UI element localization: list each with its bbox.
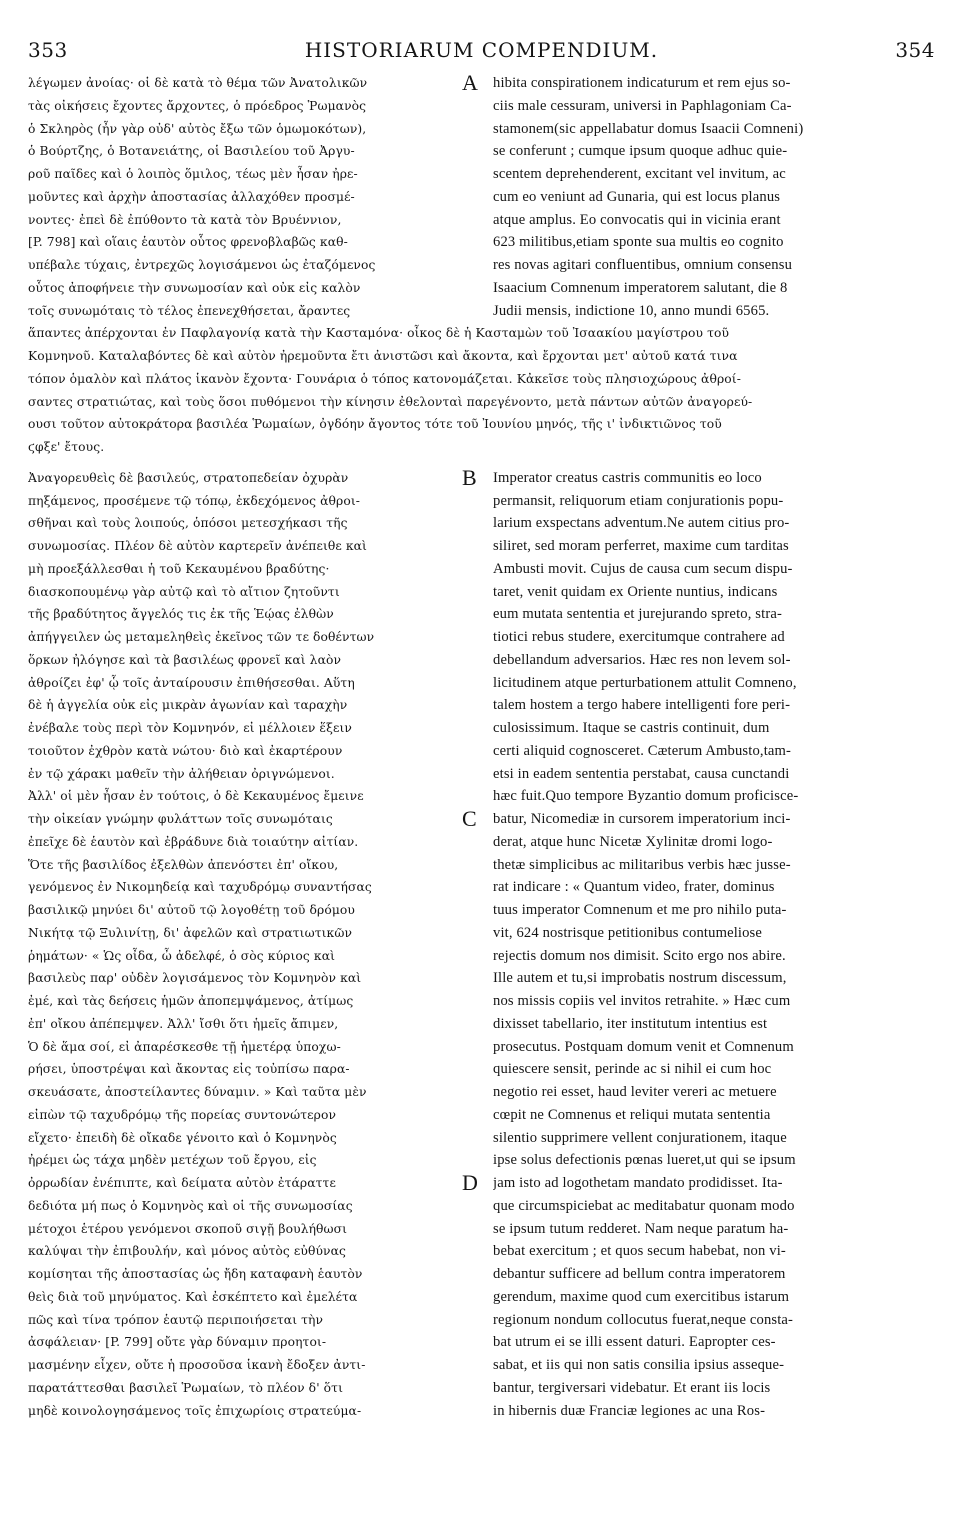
latin-text-line: Judii mensis, indictione 10, anno mundi 6565. [493,302,770,319]
greek-text-line: σθῆναι καὶ τοὺς λοιπούς, ὁπόσοι μετεσχήκασι τῆς [28,516,348,531]
latin-text-line: cum eo veniunt ad Gunaria, qui est locus planus [493,188,781,205]
latin-text-line: derat, atque hunc Nicetæ Xylinitæ dromi logo- [493,833,773,850]
latin-text-line: Ille autem et tu,si improbatis nostrum discessum, [493,970,787,987]
greek-text-line: ρήσει, ὑποστρέψαι καὶ ἄκοντας εἰς τοὐπίσω παρα- [28,1062,350,1077]
greek-text-line: υπέβαλε τύχαις, ἐντρεχῶς λογισάμενοι ὡς ἐταζόμενος [28,258,376,272]
margin-section-marker: B [462,464,477,490]
greek-text-line: βασιλικῷ μηνύει δι' αὐτοῦ τῷ λογοθέτῃ τοῦ δρόμου [28,903,355,917]
greek-text-line: ουσι τοῦτον αὐτοκράτορα βασιλέα Ῥωμαίων, ὀγδόην ἄγοντος τότε τοῦ Ἰουνίου μηνός, τῆς ι' ἰνδικτιῶνος τοῦ [28,417,722,432]
greek-text-line: Ἀναγορευθεὶς δὲ βασιλεύς, στρατοπεδείαν ὀχυρὰν [28,470,349,485]
greek-text-line: εἰπὼν τῷ ταχυδρόμῳ τῆς πορείας συντονώτερον [28,1107,337,1122]
greek-text-line: θεὶς διὰ τοῦ μηνύματος. Καὶ ἐσκέπτετο καὶ ἐμελέτα [28,1289,358,1304]
greek-text-line: μὴ προεξάλλεσθαι ἡ τοῦ Κεκαυμένου βραδύτης· [28,561,330,576]
latin-text-line: silentio supprimere vellent conjurationem, itaque [493,1129,787,1146]
latin-text-line: taret, venit quidam ex Oriente nuntius, indicans [493,583,778,600]
latin-text-line: tiotici rebus studere, exercitumque contrahere ad [493,629,785,645]
greek-text-line: τοιοῦτον ἐχθρὸν κατὰ νώτου· διὸ καὶ ἐκαρτέρουν [28,743,343,758]
greek-text-line: νοντες· ἐπεὶ δὲ ἐπύθοντο τὰ κατὰ τὸν Βρυέννιον, [28,212,342,227]
greek-text-line: ῥημάτων· « Ὡς οἶδα, ὦ ἀδελφέ, ὁ σὸς κύριος καὶ [28,948,336,963]
greek-text-line: ὁ Βούρτζης, ὁ Βοτανειάτης, οἱ Βασιλείου τοῦ Ἀργυ- [28,144,355,159]
greek-text-line: ἠρέμει ὡς τάχα μηδὲν μετέχων τοῦ ἔργου, εἰς [28,1153,317,1168]
latin-text-line: eum mutata sententia et jurejurando spreto, stra- [493,606,782,623]
latin-text-line: quiescere sensit, perinde ac si nihil ei cum hoc [493,1061,772,1078]
latin-text-line: Imperator creatus castris communitis eo loco [493,469,762,486]
greek-text-line: σαντες στρατιώτας, καὶ τοὺς ὅσοι πυθόμενοι τὴν κίνησιν ἐθελονταὶ παρεγένοντο, μετὰ πάντων αὐτῶν ἀναγορεύ- [28,394,753,409]
greek-text-line: μοῦντες καὶ ἀρχὴν ἀποστασίας ἀλλαχόθεν προσμέ- [28,189,355,204]
latin-text-line: gerendum, maxime quod cum exercitibus istarum [493,1288,790,1305]
greek-text-line: τόπον ὁμαλὸν καὶ πλάτος ἱκανὸν ἔχοντα· Γουνάρια ὁ τόπος κατονομάζεται. Κἀκεῖσε τοὺς πλησιοχώρους ἀθροί- [28,371,741,386]
latin-text-line: nos missis copiis vel invitos retrahite. » Hæc cum [493,993,791,1009]
latin-text-line: ipse solus defectionis pœnas lueret,ut qui se ipsum [493,1152,796,1169]
greek-text-line: παρατάττεσθαι βασιλεῖ Ῥωμαίων, τὸ πλέον δ' ὅτι [28,1380,344,1395]
greek-text-line: ροῦ παῖδες καὶ ὁ λοιπὸς ὅμιλος, τέως μὲν ἦσαν ἠρε- [28,167,358,181]
greek-text-line: δὲ ἡ ἀγγελία οὐκ εἰς μικρὰν ἀγωνίαν καὶ ταραχὴν [28,698,348,713]
latin-text-line: debantur sufficere ad bellum contra imperatorem [493,1266,786,1282]
greek-text-line: εἴχετο· ἐπειδὴ δὲ οἴκαδε γένοιτο καὶ ὁ Κομνηνὸς [28,1130,337,1145]
greek-text-line: τῆς βραδύτητος ἄγγελός τις ἐκ τῆς Ἑῴας ἐλθὼν [28,607,334,622]
latin-text-line: que circumspiciebat ac meditabatur quonam modo [493,1197,795,1214]
page-number-left: 353 [28,38,68,62]
latin-text-line: Ambusti movit. Cujus de causa cum secum dispu- [493,560,793,577]
greek-text-line: Ἀλλ' οἱ μὲν ἦσαν ἐν τούτοις, ὁ δὲ Κεκαυμένος ἔμεινε [28,789,364,804]
greek-text-line: διασκοπουμένῳ γὰρ αὐτῷ καὶ τὸ αἴτιον ζητοῦντι [28,584,340,599]
greek-text-line: ἀθροίζει ἐφ' ᾧ τοῖς ἀνταίρουσιν ἐπιθήσεσθαι. Αὕτη [28,675,355,690]
greek-text-line: οὗτος ἀποφήνειε τὴν συνωμοσίαν καὶ οὐκ εἰς καλὸν [28,280,361,295]
latin-text-line: se conferunt ; cumque ipsum quoque adhuc quie- [493,143,788,160]
greek-text-line: ὅρκων ἠλόγησε καὶ τὰ βασιλέως φρονεῖ καὶ λαὸν [28,652,342,667]
greek-text-line: βασιλεὺς παρ' οὐδὲν λογισάμενος τὸν Κομνηνὸν καὶ [28,971,362,986]
margin-section-marker: A [462,70,478,95]
header-title: HISTORIARUM COMPENDIUM. [304,38,659,62]
greek-text-line: κομίσηται τῆς ἀποστασίας ὡς ἤδη καταφανὴ ἑαυτὸν [28,1267,363,1281]
greek-text-line: Κομνηνοῦ. Καταλαβόντες δὲ καὶ αὐτὸν ἠρεμοῦντα ἔτι ἀνιστῶσι καὶ ἄκοντα, καὶ ἔρχονται μετ' αὐτοῦ κατά τινα [28,349,738,363]
latin-text-line: thetæ simplicibus ac militaribus verbis hæc jusse- [493,856,791,873]
latin-text-line: sabat, et iis qui non satis consilia ipsius asseque- [493,1357,785,1373]
latin-text-line: larium exspectans adventum.Ne autem citius pro- [493,515,790,532]
greek-text-line: συνωμοσίας. Πλέον δὲ αὐτὸν καρτερεῖν ἀνέπειθε καὶ [28,539,367,553]
greek-text-line: πῶς καὶ τίνα τρόπον ἑαυτῷ περιποιήσεται τὴν [28,1312,324,1327]
greek-text-line: ἐνέβαλε τοὺς περὶ τὸν Κομνηνόν, εἰ μέλλοιεν ἕξειν [28,721,352,735]
latin-text-line: hæc fuit.Quo tempore Byzantio domum proficisce- [493,788,799,805]
greek-text-line: σκευάσατε, ἀποστείλαντες δύναμιν. » Καὶ ταῦτα μὲν [28,1085,367,1099]
latin-text-line: debellandum adversarios. Hæc res non levem sol- [493,651,791,668]
latin-text-line: permansit, reliquorum etiam conjurationis popu- [493,492,784,509]
greek-text-line: [P. 798] καὶ οἵαις ἑαυτὸν οὗτος φρενοβλαβῶς καθ- [28,235,348,250]
greek-text-line: ὀρρωδίαν ἐνέπιπτε, καὶ δείματα αὐτὸν ἐτάραττε [28,1176,336,1190]
greek-text-line: λέγωμεν ἀνοίας· οἱ δὲ κατὰ τὸ θέμα τῶν Ἀνατολικῶν [28,76,368,90]
greek-text-line: ὁ Σκληρὸς (ἦν γὰρ οὐδ' αὐτὸς ἔξω τῶν ὁμωμοκότων), [28,121,367,136]
running-header [28,38,935,62]
latin-text-line: 623 militibus,etiam sponte sua multis eo cognito [493,234,784,251]
latin-text-line: rat indicare : « Quantum video, frater, dominus [493,879,775,896]
latin-text-line: bantur, tergiversari videbatur. Et erant iis locis [493,1379,771,1396]
greek-text-line: ἐπεῖχε δὲ ἑαυτὸν καὶ ἐβράδυνε διὰ τοιαύτην αἰτίαν. [28,834,359,849]
greek-text-line: Ὁ δὲ ἅμα σοί, εἰ ἀπαρέσκεσθε τῇ ἡμετέρᾳ ὑποχω- [28,1039,341,1054]
latin-text-line: certi aliquid cognosceret. Cæterum Ambusto,tam- [493,742,792,759]
latin-text-line: batur, Nicomediæ in cursorem imperatorium inci- [493,811,791,827]
greek-text-line: ϛφξε' ἔτους. [28,440,105,454]
latin-text-line: jam isto ad logothetam mandato prodidisset. Ita- [493,1175,783,1191]
latin-text-line: bebat exercitum ; et quos secum habebat, non vi- [493,1243,786,1260]
greek-text-line: καλύψαι τὴν ἐπιβουλήν, καὶ μόνος αὐτὸς εὐθύνας [28,1244,346,1259]
latin-text-line: ciis male cessuram, universi in Paphlagoniam Ca- [493,97,792,114]
latin-text-line: in hibernis duæ Franciæ legiones ac una Ros- [493,1402,766,1419]
latin-text-line: rejectis domum nos dimisit. Scito ergo nos abire. [493,947,786,964]
greek-text-line: ἅπαντες ἀπέρχονται ἐν Παφλαγονίᾳ κατὰ τὴν Κασταμόνα· οἶκος δὲ ἡ Κασταμὼν τοῦ Ἰσαακίου μαγίστρου τοῦ [28,326,730,341]
latin-text-line: scentem deprehenderent, excitant vel invitum, ac [493,166,786,182]
margin-section-marker: D [462,1170,478,1195]
latin-text-line: etsi in eadem sententia perstabat, causa cunctandi [493,765,790,782]
latin-text-line: prosecutus. Postquam domum venit et Comnenum [493,1038,794,1055]
latin-text-line: stamonem(sic appellabatur domus Isaacii Comneni) [493,120,804,137]
latin-text-line: culosissimum. Itaque se castris continuit, dum [493,720,770,736]
latin-text-line: licitudinem atque perturbationem attulit Comneno, [493,674,797,691]
latin-text-line: vit, 624 nostrisque petitionibus contumeliose [493,924,763,941]
latin-text-line: se ipsum tutum redderet. Nam neque paratum ha- [493,1220,789,1237]
latin-text-line: atque amplus. Eo convocatis qui in vicinia erant [493,211,781,228]
greek-text-line: ἀσφάλειαν· [P. 799] οὔτε γὰρ δύναμιν προητοι- [28,1335,327,1350]
latin-text-line: regionum nondum collocutus fuerat,neque consta- [493,1311,794,1328]
latin-text-line: talem hostem a tergo habere intelligenti fore peri- [493,697,791,714]
latin-text-line: Isaacium Comnenum imperatorem salutant, die 8 [493,279,788,296]
latin-text-line: negotio rei esset, haud leviter vereri ac metuere [493,1084,777,1100]
greek-text-line: μασμένην εἶχεν, οὔτε ἡ προσοῦσα ἱκανὴ ἔδοξεν ἀντι- [28,1358,366,1372]
greek-text-line: γενόμενος ἐν Νικομηδείᾳ καὶ ταχυδρόμῳ συναντήσας [28,880,372,895]
greek-text-line: ἀπήγγειλεν ὡς μεταμεληθεὶς ἐκεῖνος τῶν τε δοθέντων [28,630,375,644]
greek-text-line: ἐν τῷ χάρακι μαθεῖν τὴν ἀλήθειαν ὀριγνώμενοι. [28,766,335,781]
greek-text-line: μηδὲ κοινολογησάμενος τοῖς ἐπιχωρίοις στρατεύμα- [28,1403,362,1418]
latin-text-line: tuus imperator Comnenum et me pro nihilo puta- [493,902,787,918]
greek-text-line: πηξάμενος, προσέμενε τῷ τόπῳ, ἐκδεχόμενος ἀθροι- [28,493,361,508]
latin-text-line: res novas agitari confluentibus, omnium consensu [493,257,793,273]
greek-text-line: ἐμέ, καὶ τὰς δεήσεις ἡμῶν ἀποπεμψάμενος, ἀτίμως [28,994,354,1008]
greek-text-line: τὴν οἰκείαν γνώμην φυλάττων τοῖς συνωμόταις [28,812,333,826]
latin-text-line: bat utrum ei se illi essent daturi. Eapropter ces- [493,1334,776,1351]
latin-text-line: cœpit ne Comnenus et reliqui mutata sententia [493,1106,771,1123]
greek-text-line: Ὅτε τῆς βασιλίδος ἐξελθὼν ἀπενόστει ἐπ' οἴκου, [28,857,339,872]
greek-text-line: Νικήτᾳ τῷ Ξυλινίτῃ, δι' ἀφελῶν καὶ στρατιωτικῶν [28,925,353,940]
greek-text-line: μέτοχοι ἑτέρου γενόμενοι σκοποῦ σιγῇ βουλήθωσι [28,1221,348,1236]
latin-text-line: siliret, sed moram perferret, maxime cum tarditas [493,538,789,554]
greek-text-line: τὰς οἰκήσεις ἔχοντες ἄρχοντες, ὁ πρόεδρος Ῥωμανὸς [28,98,367,113]
page-number-right: 354 [895,38,935,62]
margin-section-marker: C [462,806,477,831]
latin-text-line: dixisset tabellario, iter institutum intentius est [493,1015,768,1032]
greek-text-line: δεδιότα μή πως ὁ Κομνηνὸς καὶ οἱ τῆς συνωμοσίας [28,1198,353,1213]
latin-text-line: hibita conspirationem indicaturum et rem ejus so- [493,75,791,91]
greek-text-line: ἐπ' οἴκου ἀπέπεμψεν. Ἀλλ' ἴσθι ὅτι ἡμεῖς ἄπιμεν, [28,1016,339,1031]
greek-text-line: τοῖς συνωμόταις τὸ τέλος ἐπενεχθήσεται, ἄραντες [28,303,351,318]
